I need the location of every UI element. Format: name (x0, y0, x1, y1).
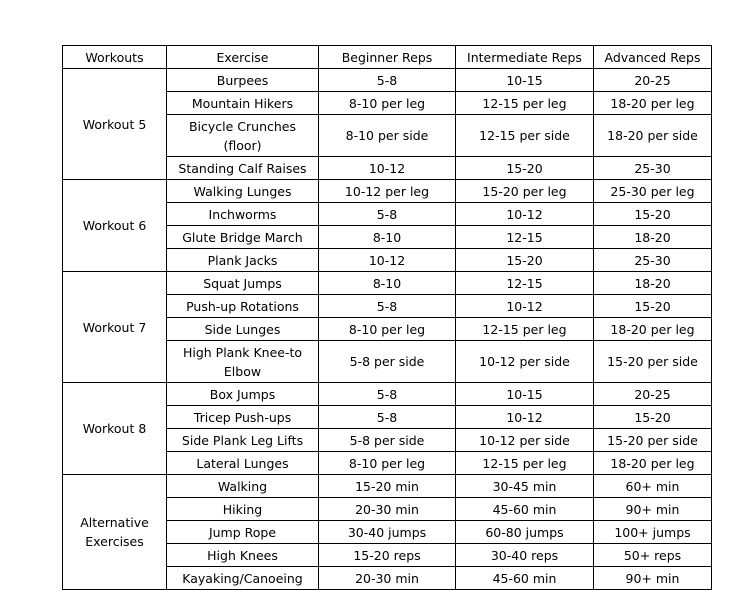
exercise-cell: Tricep Push-ups (167, 406, 319, 429)
advanced-reps-cell: 18-20 (594, 226, 712, 249)
workout-group-name: Alternative Exercises (63, 475, 167, 590)
workout-group-name: Workout 7 (63, 272, 167, 383)
beginner-reps-cell: 8-10 per leg (319, 318, 456, 341)
header-intermediate-reps: Intermediate Reps (456, 46, 594, 69)
exercise-cell: High Plank Knee-to Elbow (167, 341, 319, 383)
intermediate-reps-cell: 10-12 per side (456, 429, 594, 452)
exercise-cell: Squat Jumps (167, 272, 319, 295)
beginner-reps-cell: 10-12 (319, 157, 456, 180)
intermediate-reps-cell: 12-15 per leg (456, 318, 594, 341)
advanced-reps-cell: 15-20 (594, 295, 712, 318)
advanced-reps-cell: 18-20 per leg (594, 318, 712, 341)
advanced-reps-cell: 15-20 (594, 203, 712, 226)
beginner-reps-cell: 5-8 per side (319, 341, 456, 383)
intermediate-reps-cell: 15-20 per leg (456, 180, 594, 203)
intermediate-reps-cell: 10-12 (456, 203, 594, 226)
header-exercise: Exercise (167, 46, 319, 69)
workout-group-name: Workout 5 (63, 69, 167, 180)
header-advanced-reps: Advanced Reps (594, 46, 712, 69)
intermediate-reps-cell: 12-15 (456, 226, 594, 249)
advanced-reps-cell: 25-30 (594, 157, 712, 180)
beginner-reps-cell: 5-8 (319, 383, 456, 406)
intermediate-reps-cell: 45-60 min (456, 498, 594, 521)
exercise-cell: Mountain Hikers (167, 92, 319, 115)
advanced-reps-cell: 18-20 (594, 272, 712, 295)
advanced-reps-cell: 15-20 per side (594, 429, 712, 452)
beginner-reps-cell: 8-10 per leg (319, 452, 456, 475)
advanced-reps-cell: 15-20 (594, 406, 712, 429)
exercise-cell: Side Lunges (167, 318, 319, 341)
exercise-cell: Jump Rope (167, 521, 319, 544)
advanced-reps-cell: 20-25 (594, 383, 712, 406)
beginner-reps-cell: 8-10 (319, 272, 456, 295)
advanced-reps-cell: 25-30 (594, 249, 712, 272)
advanced-reps-cell: 90+ min (594, 567, 712, 590)
intermediate-reps-cell: 12-15 per side (456, 115, 594, 157)
exercise-cell: Lateral Lunges (167, 452, 319, 475)
exercise-cell: Standing Calf Raises (167, 157, 319, 180)
intermediate-reps-cell: 10-12 (456, 295, 594, 318)
advanced-reps-cell: 50+ reps (594, 544, 712, 567)
table-body (63, 69, 712, 590)
beginner-reps-cell: 10-12 (319, 249, 456, 272)
advanced-reps-cell: 18-20 per leg (594, 452, 712, 475)
workout-group-name: Workout 6 (63, 180, 167, 272)
exercise-cell: Glute Bridge March (167, 226, 319, 249)
beginner-reps-cell: 5-8 (319, 203, 456, 226)
advanced-reps-cell: 90+ min (594, 498, 712, 521)
beginner-reps-cell: 8-10 per side (319, 115, 456, 157)
beginner-reps-cell: 30-40 jumps (319, 521, 456, 544)
advanced-reps-cell: 18-20 per leg (594, 92, 712, 115)
intermediate-reps-cell: 10-15 (456, 383, 594, 406)
intermediate-reps-cell: 10-12 per side (456, 341, 594, 383)
table-row (63, 475, 712, 498)
beginner-reps-cell: 5-8 (319, 406, 456, 429)
advanced-reps-cell: 25-30 per leg (594, 180, 712, 203)
intermediate-reps-cell: 10-12 (456, 406, 594, 429)
table-row (63, 383, 712, 406)
advanced-reps-cell: 15-20 per side (594, 341, 712, 383)
header-row (63, 46, 712, 69)
exercise-cell: Inchworms (167, 203, 319, 226)
intermediate-reps-cell: 10-15 (456, 69, 594, 92)
table-row (63, 69, 712, 92)
exercise-cell: Box Jumps (167, 383, 319, 406)
exercise-cell: Bicycle Crunches (floor) (167, 115, 319, 157)
table-header (63, 46, 712, 69)
advanced-reps-cell: 100+ jumps (594, 521, 712, 544)
intermediate-reps-cell: 12-15 per leg (456, 452, 594, 475)
intermediate-reps-cell: 30-45 min (456, 475, 594, 498)
beginner-reps-cell: 20-30 min (319, 498, 456, 521)
exercise-cell: Kayaking/Canoeing (167, 567, 319, 590)
advanced-reps-cell: 18-20 per side (594, 115, 712, 157)
beginner-reps-cell: 5-8 (319, 69, 456, 92)
advanced-reps-cell: 60+ min (594, 475, 712, 498)
table-row (63, 180, 712, 203)
intermediate-reps-cell: 12-15 (456, 272, 594, 295)
beginner-reps-cell: 15-20 reps (319, 544, 456, 567)
intermediate-reps-cell: 12-15 per leg (456, 92, 594, 115)
beginner-reps-cell: 8-10 per leg (319, 92, 456, 115)
exercise-cell: Push-up Rotations (167, 295, 319, 318)
exercise-cell: Plank Jacks (167, 249, 319, 272)
intermediate-reps-cell: 45-60 min (456, 567, 594, 590)
advanced-reps-cell: 20-25 (594, 69, 712, 92)
beginner-reps-cell: 15-20 min (319, 475, 456, 498)
beginner-reps-cell: 20-30 min (319, 567, 456, 590)
exercise-cell: Walking Lunges (167, 180, 319, 203)
intermediate-reps-cell: 60-80 jumps (456, 521, 594, 544)
intermediate-reps-cell: 15-20 (456, 249, 594, 272)
workout-table (62, 45, 712, 590)
header-workouts: Workouts (63, 46, 167, 69)
exercise-cell: High Knees (167, 544, 319, 567)
intermediate-reps-cell: 15-20 (456, 157, 594, 180)
exercise-cell: Walking (167, 475, 319, 498)
header-beginner-reps: Beginner Reps (319, 46, 456, 69)
exercise-cell: Burpees (167, 69, 319, 92)
beginner-reps-cell: 5-8 (319, 295, 456, 318)
exercise-cell: Hiking (167, 498, 319, 521)
intermediate-reps-cell: 30-40 reps (456, 544, 594, 567)
beginner-reps-cell: 5-8 per side (319, 429, 456, 452)
workout-group-name: Workout 8 (63, 383, 167, 475)
table-row (63, 272, 712, 295)
beginner-reps-cell: 10-12 per leg (319, 180, 456, 203)
beginner-reps-cell: 8-10 (319, 226, 456, 249)
exercise-cell: Side Plank Leg Lifts (167, 429, 319, 452)
